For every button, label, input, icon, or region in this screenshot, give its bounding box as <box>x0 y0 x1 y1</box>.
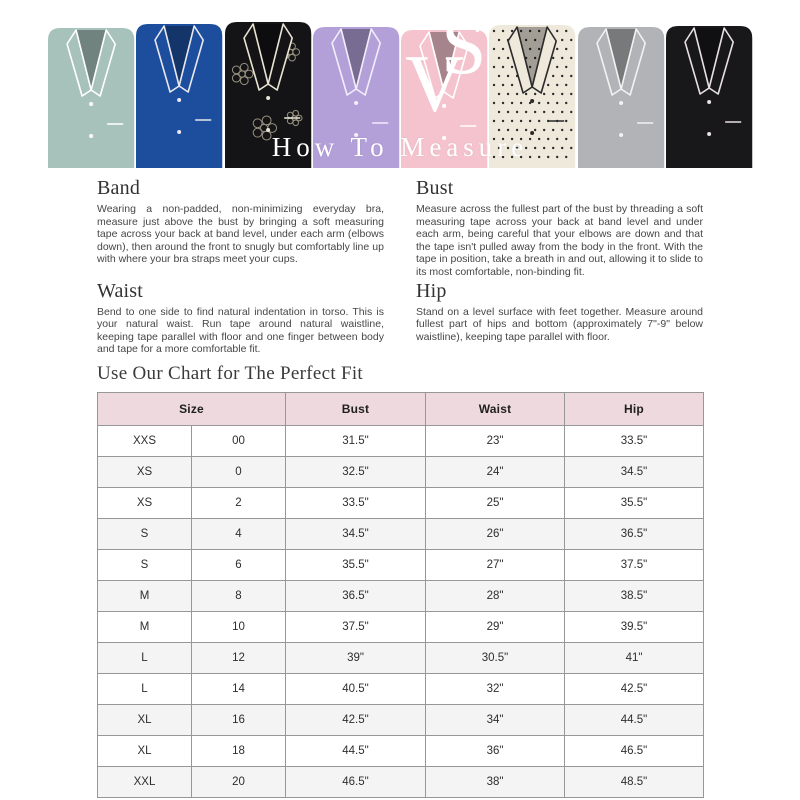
size-chart-cell: 35.5" <box>286 549 426 580</box>
size-chart-cell: 39.5" <box>565 611 704 642</box>
pajama-shirt-cream-polka-dot <box>488 0 576 168</box>
column-header-waist: Waist <box>426 392 565 425</box>
size-chart-cell: 8 <box>192 580 286 611</box>
size-chart-row <box>98 487 704 518</box>
size-chart-cell: 38.5" <box>565 580 704 611</box>
size-chart-cell: 25" <box>426 487 565 518</box>
size-chart-cell: 32" <box>426 673 565 704</box>
size-chart-cell: 34.5" <box>286 518 426 549</box>
size-chart-cell: S <box>98 549 192 580</box>
size-chart-cell: 0 <box>192 456 286 487</box>
svg-text:S: S <box>441 10 487 91</box>
size-chart-table <box>97 392 704 798</box>
size-chart-row <box>98 425 704 456</box>
column-header-size: Size <box>98 392 286 425</box>
size-chart-cell: 12 <box>192 642 286 673</box>
size-chart-cell: 23" <box>426 425 565 456</box>
section-waist <box>97 281 384 356</box>
section-bust <box>416 178 703 279</box>
size-chart-cell: 32.5" <box>286 456 426 487</box>
size-chart-row <box>98 704 704 735</box>
section-heading: Waist <box>97 279 144 302</box>
size-chart-cell: 40.5" <box>286 673 426 704</box>
size-chart-row <box>98 518 704 549</box>
size-chart-cell: 31.5" <box>286 425 426 456</box>
section-body: Wearing a non-padded, non-minimizing everyday bra, measure just above the bust by bringing a soft measuring tape across your back at band level, under each arm (elbows down), then around the front to snugly but comfortably line up with where your bra straps meet your cups. <box>97 203 384 266</box>
size-chart-cell: S <box>98 518 192 549</box>
size-chart-row <box>98 611 704 642</box>
pajama-shirt-heather-gray <box>577 0 665 168</box>
size-chart-row <box>98 642 704 673</box>
size-chart-row <box>98 766 704 797</box>
size-chart-row <box>98 549 704 580</box>
size-chart-cell: 30.5" <box>426 642 565 673</box>
section-body: Stand on a level surface with feet together. Measure around fullest part of hips and bottom (approximately 7"-9" below waistline), keeping tape parallel with floor. <box>416 305 703 343</box>
section-heading: Bust <box>416 177 454 199</box>
section-heading: Hip <box>416 279 447 302</box>
size-chart-cell: 44.5" <box>286 735 426 766</box>
size-chart-cell: 10 <box>192 611 286 642</box>
size-chart-cell: 6 <box>192 549 286 580</box>
size-chart-row <box>98 580 704 611</box>
size-chart-cell: 24" <box>426 456 565 487</box>
size-chart-cell: M <box>98 580 192 611</box>
size-chart-cell: L <box>98 642 192 673</box>
size-chart-cell: 2 <box>192 487 286 518</box>
size-chart-cell: 36" <box>426 735 565 766</box>
banner-shirts <box>47 0 753 168</box>
svg-text:V: V <box>405 38 465 116</box>
size-chart-cell: 33.5" <box>286 487 426 518</box>
size-chart-cell: 27" <box>426 549 565 580</box>
size-chart-cell: 28" <box>426 580 565 611</box>
hero-banner <box>47 0 753 168</box>
size-chart-cell: 42.5" <box>286 704 426 735</box>
section-heading: Band <box>97 177 141 199</box>
size-chart-cell: 4 <box>192 518 286 549</box>
banner-title: How To Measure <box>271 132 529 162</box>
size-chart-cell: 36.5" <box>565 518 704 549</box>
size-chart-cell: 42.5" <box>565 673 704 704</box>
size-chart-cell: 34.5" <box>565 456 704 487</box>
pajama-shirt-pink <box>400 0 488 168</box>
size-chart-cell: 18 <box>192 735 286 766</box>
size-chart-cell: 48.5" <box>565 766 704 797</box>
size-chart-cell: M <box>98 611 192 642</box>
column-header-bust: Bust <box>286 392 426 425</box>
size-chart-cell: 39" <box>286 642 426 673</box>
size-chart-cell: 36.5" <box>286 580 426 611</box>
size-chart-cell: XL <box>98 704 192 735</box>
size-chart-cell: 46.5" <box>565 735 704 766</box>
size-chart-cell: XS <box>98 456 192 487</box>
size-chart-cell: XXL <box>98 766 192 797</box>
size-chart-cell: 37.5" <box>286 611 426 642</box>
size-chart-cell: 20 <box>192 766 286 797</box>
size-chart-cell: XS <box>98 487 192 518</box>
size-chart-row <box>98 456 704 487</box>
size-chart-cell: XXS <box>98 425 192 456</box>
pajama-shirt-black-floral <box>224 0 312 168</box>
size-chart-cell: 16 <box>192 704 286 735</box>
pajama-shirt-sage-green <box>47 0 135 168</box>
pajama-shirt-royal-blue <box>135 0 223 168</box>
section-body: Measure across the fullest part of the bust by threading a soft measuring tape across your back at band level and under each arm, being careful that your elbows are down and that the tape isn't pulled away from the body in the front. With the tape in position, take a breath in and out, allowing it to slide to its most comfortable, non-binding fit. <box>416 203 703 278</box>
size-chart-cell: XL <box>98 735 192 766</box>
size-chart-cell: 37.5" <box>565 549 704 580</box>
section-body: Bend to one side to find natural indentation in torso. This is your natural waist. Run tape around natural waistline, keeping tape parallel with floor and one finger between body and tape for a more comfortable fit. <box>97 305 384 356</box>
pajama-shirt-black <box>665 0 753 168</box>
size-chart-cell: 14 <box>192 673 286 704</box>
section-band <box>97 178 384 279</box>
size-chart-body <box>98 425 704 797</box>
size-chart-cell: 35.5" <box>565 487 704 518</box>
size-chart-row <box>98 735 704 766</box>
size-chart-cell: L <box>98 673 192 704</box>
measure-instructions <box>0 168 800 356</box>
size-chart-cell: 44.5" <box>565 704 704 735</box>
size-chart-cell: 26" <box>426 518 565 549</box>
pajama-shirt-lavender <box>312 0 400 168</box>
size-chart-title: Use Our Chart for The Perfect Fit <box>97 362 363 384</box>
size-chart-cell: 29" <box>426 611 565 642</box>
size-chart-cell: 38" <box>426 766 565 797</box>
size-chart-cell: 00 <box>192 425 286 456</box>
size-chart-row <box>98 673 704 704</box>
size-chart-header <box>98 392 704 425</box>
size-chart-cell: 34" <box>426 704 565 735</box>
size-chart-cell: 46.5" <box>286 766 426 797</box>
section-hip <box>416 281 703 356</box>
column-header-hip: Hip <box>565 392 704 425</box>
size-chart-cell: 41" <box>565 642 704 673</box>
size-chart-cell: 33.5" <box>565 425 704 456</box>
